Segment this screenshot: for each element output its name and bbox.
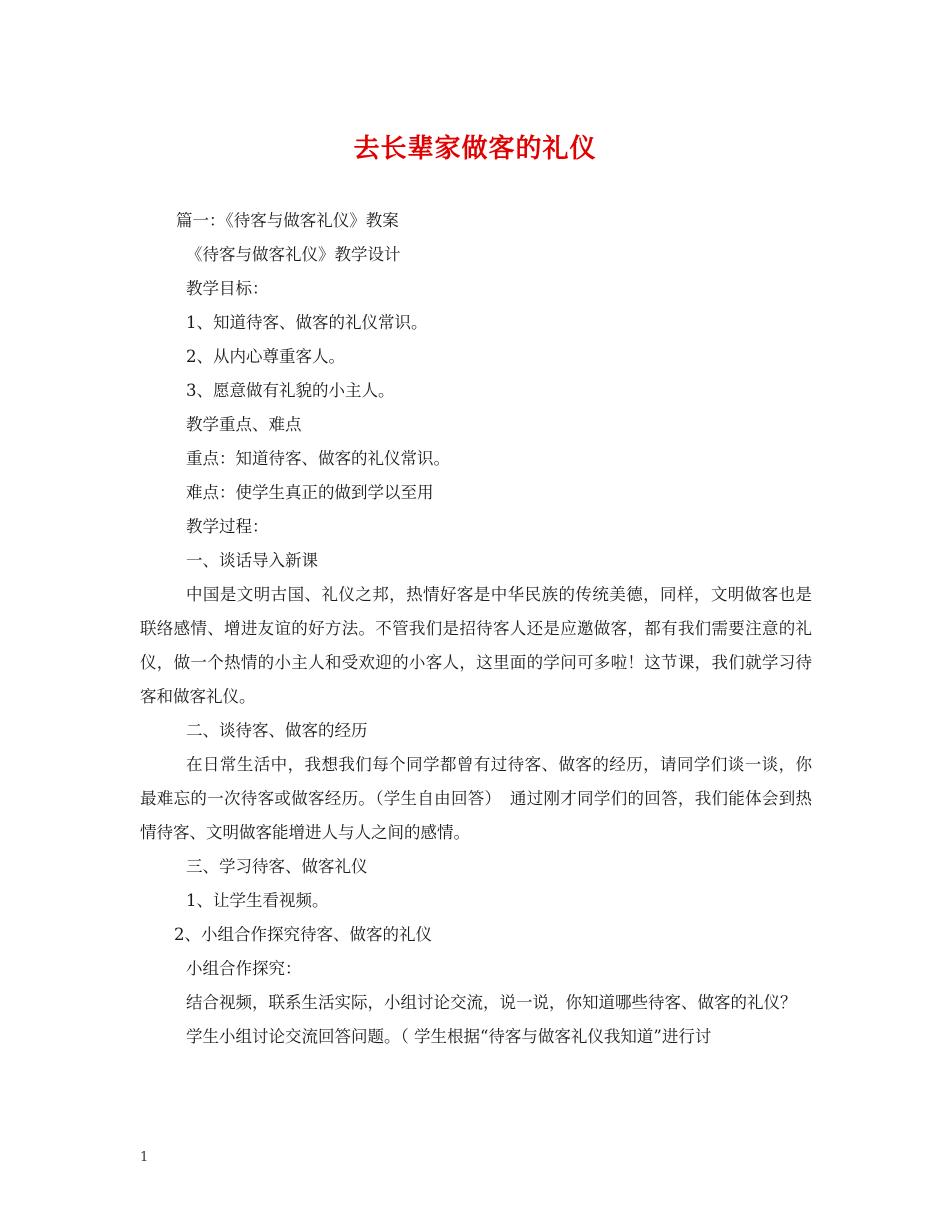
section-heading: 篇一：《待客与做客礼仪》教案 xyxy=(176,211,399,230)
doc-line: 二、谈待客、做客的经历 xyxy=(186,721,368,740)
doc-line: 1、让学生看视频。 xyxy=(186,891,329,910)
doc-paragraph: 中国是文明古国、礼仪之邦，热情好客是中华民族的传统美德，同样，文明做客也是联络感情、增进友谊的好方法。不管我们是招待客人还是应邀做客，都有我们需要注意的礼仪，做一个热情的小主人和受欢迎的小客人，这里面的学问可多啦！这节课，我们就学习待客和做客礼仪。 xyxy=(140,585,812,706)
doc-paragraph: 在日常生活中，我想我们每个同学都曾有过待客、做客的经历，请同学们谈一谈，你最难忘的一次待客或做客经历。（学生自由回答） 通过刚才同学们的回答，我们能体会到热情待客、文明做客能增进人与人之间的感情。 xyxy=(140,755,812,842)
doc-line: 2、从内心尊重客人。 xyxy=(186,347,345,366)
page-number: 1 xyxy=(140,1150,149,1165)
document-body xyxy=(140,204,812,1054)
doc-line: 2、小组合作探究待客、做客的礼仪 xyxy=(174,925,432,944)
doc-paragraph: 学生小组讨论交流回答问题。（ 学生根据“待客与做客礼仪我知道”进行讨 xyxy=(186,1027,712,1046)
document-title: 去长辈家做客的礼仪 xyxy=(353,134,597,164)
doc-line: 教学目标： xyxy=(186,279,269,298)
doc-paragraph: 结合视频，联系生活实际，小组讨论交流，说一说，你知道哪些待客、做客的礼仪？ xyxy=(186,993,797,1012)
doc-line: 教学过程： xyxy=(186,517,269,536)
doc-line: 教学重点、难点 xyxy=(186,415,302,434)
doc-line: 小组合作探究： xyxy=(186,959,302,978)
doc-line: 1、知道待客、做客的礼仪常识。 xyxy=(186,313,428,332)
doc-line: 《待客与做客礼仪》教学设计 xyxy=(186,245,401,264)
doc-line: 重点：知道待客、做客的礼仪常识。 xyxy=(186,449,450,468)
doc-line: 3、愿意做有礼貌的小主人。 xyxy=(186,381,395,400)
doc-line: 三、学习待客、做客礼仪 xyxy=(186,857,368,876)
doc-line: 难点：使学生真正的做到学以至用 xyxy=(186,483,434,502)
doc-line: 一、谈话导入新课 xyxy=(186,551,318,570)
